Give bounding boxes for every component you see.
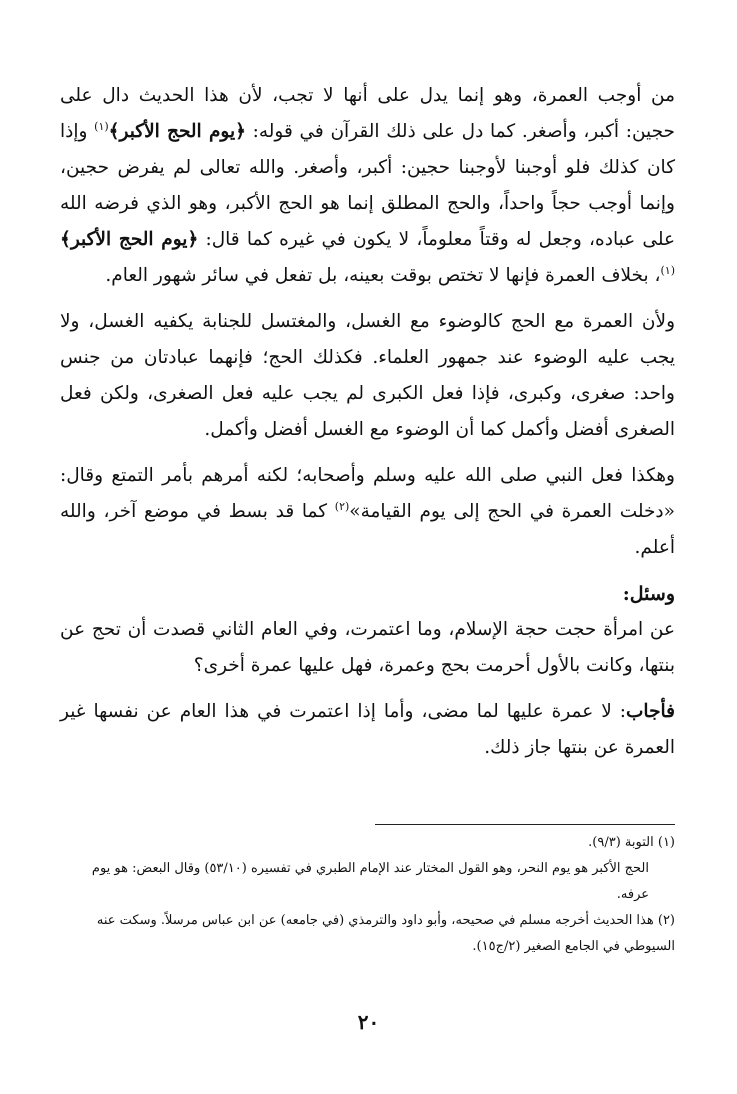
paragraph-2: ولأن العمرة مع الحج كالوضوء مع الغسل، والمغتسل للجنابة يكفيه الغسل، ولا يجب عليه الوضوء عند جمهور العلماء. فكذلك الحج؛ فإنهما عبادتان من جنس واحد: صغرى، وكبرى، فإذا فعل الكبرى لم يجب عليه فعل الصغرى، ولكن فعل الصغرى أفضل وأكمل كما أن الوضوء مع الغسل أفضل وأكمل. [60,311,676,440]
paragraph-1-text-a: من أوجب العمرة، وهو إنما يدل على أنها لا تجب، لأن هذا الحديث دال على حجين: أكبر، وأصغر. كما دل على ذلك القرآن في قوله: [60,85,675,142]
paragraph-1-text-c: ، بخلاف العمرة فإنها لا تختص بوقت بعينه، بل تفعل في سائر شهور العام. [105,265,661,286]
answer-paragraph [60,694,675,766]
footnote-ref-1[interactable]: (١) [94,119,109,133]
footnote-ref-1-repeat[interactable]: (١) [660,263,675,277]
answer-label: فأجاب [626,701,675,722]
question-text: عن امرأة حجت حجة الإسلام، وما اعتمرت، وفي العام الثاني قصدت أن تحج عن بنتها، وكانت بالأول أحرمت بحج وعمرة، فهل عليها عمرة أخرى؟ [60,619,675,676]
paragraph-1-text-b: وإذا كان كذلك فلو أوجبنا لأوجبنا حجين: أكبر، وأصغر. والله تعالى لم يفرض حجين، وإنما أوجب حجاً واحداً، والحج المطلق إنما هو الحج الأكبر، وهو الذي فرضه الله على عباده، وجعل له وقتاً معلوماً، لا يكون في غيره كما قال: [60,121,675,250]
paragraph-3-text-b: كما قد بسط في موضع آخر، والله أعلم. [60,501,675,558]
footnotes [60,830,675,960]
footnote-2: (٢) هذا الحديث أخرجه مسلم في صحيحه، وأبو داود والترمذي (في جامعه) عن ابن عباس مرسلاً. وسكت عنه السيوطي في الجامع الصغير (٢/ج١٥). [96,913,675,954]
paragraph-1 [60,78,675,294]
footnote-ref-2[interactable]: (٢) [334,499,350,513]
answer-text: : لا عمرة عليها لما مضى، وأما إذا اعتمرت في هذا العام عن نفسها غير العمرة عن بنتها جاز ذلك. [60,701,675,758]
footnote-1: (١) التوبة (٩/٣). [588,835,675,850]
paragraph-3-text-a: وهكذا فعل النبي صلى الله عليه وسلم وأصحابه؛ لكنه أمرهم بأمر التمتع وقال: «دخلت العمرة في الحج إلى يوم القيامة» [60,465,675,522]
page-number: ٢٠ [357,1010,380,1034]
quran-quote-2: ﴿يوم الحج الأكبر﴾ [60,229,199,250]
paragraph-3 [60,458,675,566]
quran-quote-1: ﴿يوم الحج الأكبر﴾ [108,121,246,142]
footnote-1-note: الحج الأكبر هو يوم النحر، وهو القول المختار عند الإمام الطبري في تفسيره (٥٣/١٠) وقال البعض: هو يوم عرفه. [91,861,649,902]
footnote-divider [375,824,675,825]
question-heading: وسئل: [622,583,675,605]
